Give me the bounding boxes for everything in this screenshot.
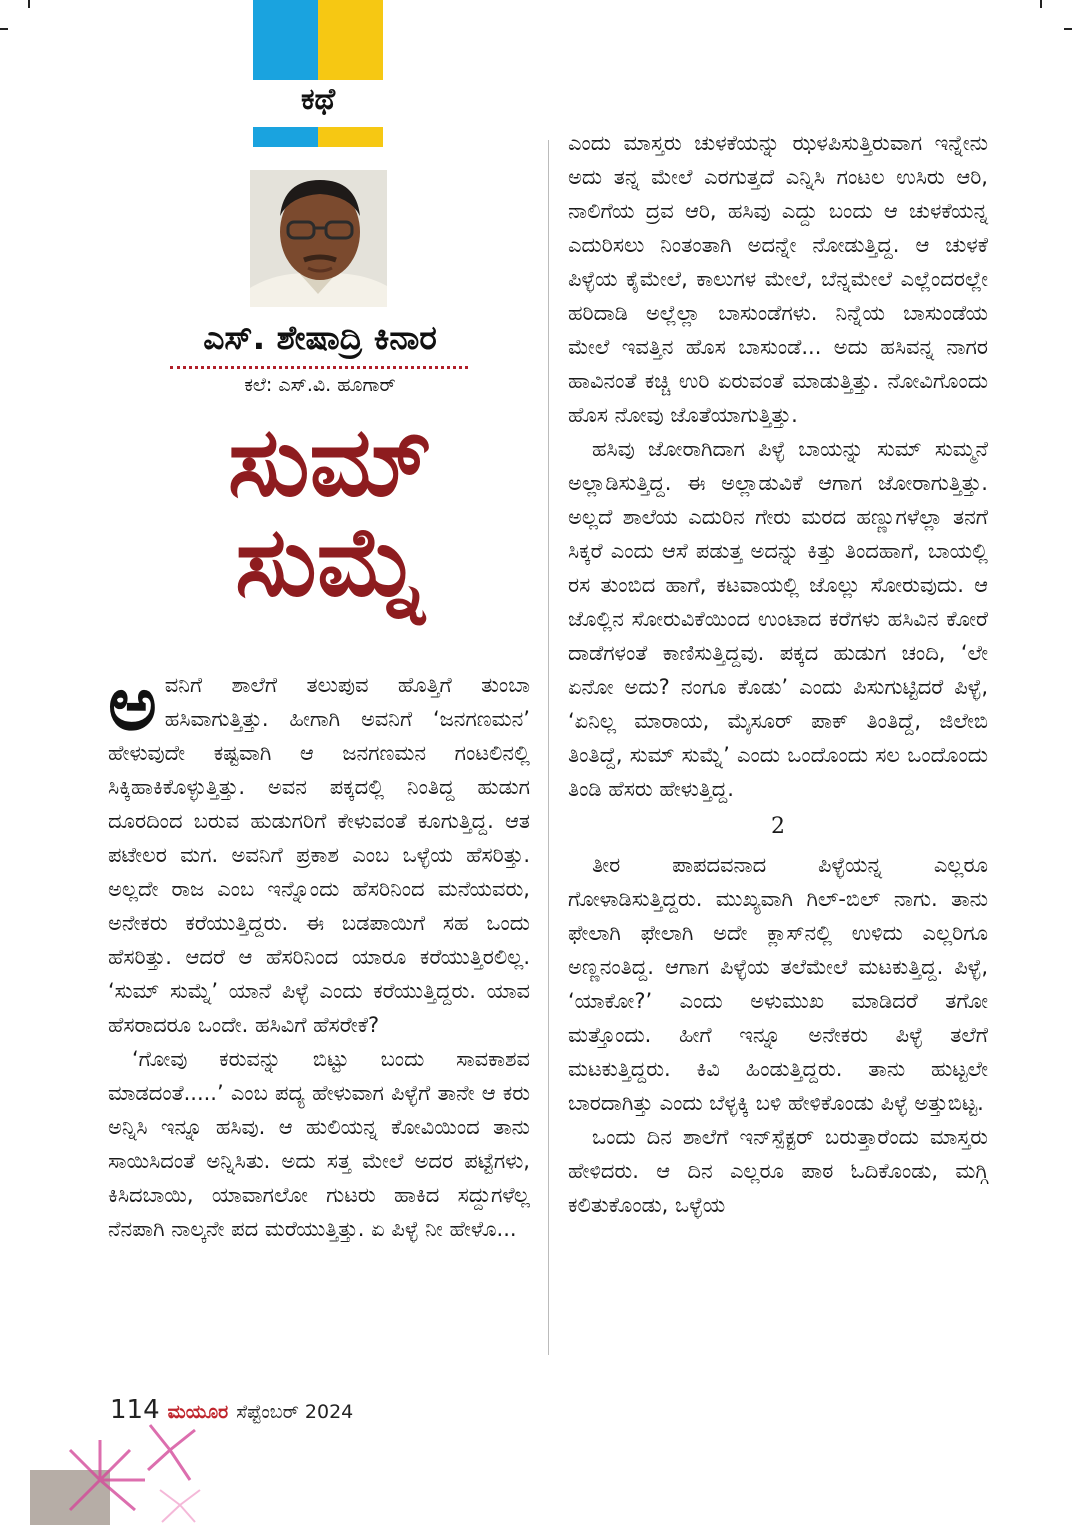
- crop-mark: [1064, 28, 1072, 30]
- blue-swatch: [253, 0, 318, 80]
- blue-swatch: [253, 127, 318, 147]
- drop-cap: ಅ: [108, 661, 157, 747]
- section-number: 2: [771, 814, 785, 839]
- author-portrait: [250, 170, 387, 307]
- section-label: ಕಥೆ: [300, 82, 336, 117]
- header-color-block: [253, 0, 383, 80]
- crop-mark: [28, 0, 30, 8]
- author-name: ಎಸ್‌. ಶೇಷಾದ್ರಿ ಕಿನಾರ: [203, 318, 437, 357]
- crop-mark: [0, 28, 8, 30]
- paragraph: ಹಸಿವು ಜೋರಾಗಿದಾಗ ಪಿಳ್ಳೆ ಬಾಯನ್ನು ಸುಮ್ ಸುಮ್ಮನೆ ಅಲ್ಲಾಡಿಸುತ್ತಿದ್ದ. ಈ ಅಲ್ಲಾಡುವಿಕೆ ಆಗಾಗ ಜೋರಾಗುತ್ತಿತ್ತು. ಅಲ್ಲದೆ ಶಾಲೆಯ ಎದುರಿನ ಗೇರು ಮರದ ಹಣ್ಣುಗಳೆಲ್ಲಾ ತನಗೆ ಸಿಕ್ಕರೆ ಎಂದು ಆಸೆ ಪಡುತ್ತ ಅದನ್ನು ಕಿತ್ತು ತಿಂದಹಾಗೆ, ಬಾಯಲ್ಲಿ ರಸ ತುಂಬಿದ ಹಾಗೆ, ಕಟವಾಯಲ್ಲಿ ಜೊಲ್ಲು ಸೋರುವುದು. ಆ ಜೊಲ್ಲಿನ ಸೋರುವಿಕೆಯಿಂದ ಉಂಟಾದ ಕರೆಗಳು ಹಸಿವಿನ ಕೋರೆ ದಾಡೆಗಳಂತೆ ಕಾಣಿಸುತ್ತಿದ್ದವು. ಪಕ್ಕದ ಹುಡುಗ ಚಂದಿ, ‘ಲೇ ಏನೋ ಅದು? ನಂಗೂ ಕೊಡು’ ಎಂದು ಪಿಸುಗುಟ್ಟಿದರೆ ಪಿಳ್ಳೆ, ‘ಏನಿಲ್ಲ ಮಾರಾಯ, ಮೈಸೂರ್ ಪಾಕ್ ತಿಂತಿದ್ದೆ, ಜಿಲೇಬಿ ತಿಂತಿದ್ದೆ, ಸುಮ್ ಸುಮ್ನೆ’ ಎಂದು ಒಂದೊಂದು ಸಲ ಒಂದೊಂದು ತಿಂಡಿ ಹೆಸರು ಹೇಳುತ್ತಿದ್ದ.: [568, 437, 988, 801]
- author-portrait-illustration: [250, 170, 387, 307]
- art-credit: ಕಲೆ: ಎಸ್‌.ವಿ. ಹೂಗಾರ್: [244, 374, 396, 396]
- paragraph: ತೀರ ಪಾಪದವನಾದ ಪಿಳ್ಳೆಯನ್ನ ಎಲ್ಲರೂ ಗೋಳಾಡಿಸುತ್ತಿದ್ದರು. ಮುಖ್ಯವಾಗಿ ಗಿಲ್-ಬಿಲ್ ನಾಗು. ತಾನು ಫೇಲಾಗಿ ಫೇಲಾಗಿ ಅದೇ ಕ್ಲಾಸ್‌ನಲ್ಲಿ ಉಳಿದು ಎಲ್ಲರಿಗೂ ಅಣ್ಣನಂತಿದ್ದ. ಆಗಾಗ ಪಿಳ್ಳೆಯ ತಲೆಮೇಲೆ ಮಟಕುತ್ತಿದ್ದ. ಪಿಳ್ಳೆ, ‘ಯಾಕೋ?’ ಎಂದು ಅಳುಮುಖ ಮಾಡಿದರೆ ತಗೋ ಮತ್ತೊಂದು. ಹೀಗೆ ಇನ್ನೂ ಅನೇಕರು ಪಿಳ್ಳೆ ತಲೆಗೆ ಮಟಕುತ್ತಿದ್ದರು. ಕಿವಿ ಹಿಂಡುತ್ತಿದ್ದರು. ತಾನು ಹುಟ್ಟಲೇ ಬಾರದಾಗಿತ್ತು ಎಂದು ಬೆಳ್ಳಕ್ಕಿ ಬಳಿ ಹೇಳಿಕೊಂಡು ಪಿಳ್ಳೆ ಅತ್ತುಬಿಟ್ಟ.: [568, 853, 988, 1115]
- story-title-line2: ಸುಮ್ನೆ: [235, 506, 425, 618]
- paragraph: ಒಂದು ದಿನ ಶಾಲೆಗೆ ಇನ್‌ಸ್ಪೆಕ್ಟರ್ ಬರುತ್ತಾರೆಂದು ಮಾಸ್ತರು ಹೇಳಿದರು. ಆ ದಿನ ಎಲ್ಲರೂ ಪಾಠ ಓದಿಕೊಂಡು, ಮಗ್ಗಿ ಕಲಿತುಕೊಂಡು, ಒಳ್ಳೆಯ: [568, 1125, 988, 1217]
- issue-date: ಸೆಪ್ಟೆಂಬರ್ 2024: [236, 1401, 354, 1423]
- paragraph: ಎಂದು ಮಾಸ್ತರು ಚುಳಕೆಯನ್ನು ಝಳಪಿಸುತ್ತಿರುವಾಗ ಇನ್ನೇನು ಅದು ತನ್ನ ಮೇಲೆ ಎರಗುತ್ತದೆ ಎನ್ನಿಸಿ ಗಂಟಲ ಉಸಿರು ಆರಿ, ನಾಲಿಗೆಯ ದ್ರವ ಆರಿ, ಹಸಿವು ಎದ್ದು ಬಂದು ಆ ಚುಳಕೆಯನ್ನ ಎದುರಿಸಲು ನಿಂತಂತಾಗಿ ಅದನ್ನೇ ನೋಡುತ್ತಿದ್ದ. ಆ ಚುಳಕೆ ಪಿಳ್ಳೆಯ ಕೈಮೇಲೆ, ಕಾಲುಗಳ ಮೇಲೆ, ಬೆನ್ನಮೇಲೆ ಎಲ್ಲೆಂದರಲ್ಲೇ ಹರಿದಾಡಿ ಅಲ್ಲೆಲ್ಲಾ ಬಾಸುಂಡೆಗಳು. ನಿನ್ನೆಯ ಬಾಸುಂಡೆಯ ಮೇಲೆ ಇವತ್ತಿನ ಹೊಸ ಬಾಸುಂಡೆ... ಅದು ಹಸಿವನ್ನ ನಾಗರ ಹಾವಿನಂತೆ ಕಚ್ಚಿ ಉರಿ ಏರುವಂತೆ ಮಾಡುತ್ತಿತ್ತು. ನೋವಿಗೊಂದು ಹೊಸ ನೋವು ಜೊತೆಯಾಗುತ್ತಿತ್ತು.: [568, 131, 988, 427]
- left-column: [108, 661, 530, 1246]
- page-footer: [110, 1395, 353, 1431]
- page-number: 114: [110, 1395, 160, 1425]
- magazine-name: ಮಯೂರ: [167, 1401, 229, 1423]
- right-column: [568, 126, 988, 1222]
- story-title-line1: ಸುಮ್: [228, 406, 432, 518]
- column-divider: [548, 140, 549, 1355]
- story-title: [170, 406, 490, 618]
- paragraph: ‘ಗೋವು ಕರುವನ್ನು ಬಿಟ್ಟು ಬಂದು ಸಾವಕಾಶವ ಮಾಡದಂತೆ.....’ ಎಂಬ ಪದ್ಯ ಹೇಳುವಾಗ ಪಿಳ್ಳೆಗೆ ತಾನೇ ಆ ಕರು ಅನ್ನಿಸಿ ಇನ್ನೂ ಹಸಿವು. ಆ ಹುಲಿಯನ್ನ ಕೋವಿಯಿಂದ ತಾನು ಸಾಯಿಸಿದಂತೆ ಅನ್ನಿಸಿತು. ಅದು ಸತ್ತ ಮೇಲೆ ಅದರ ಪಟ್ಟೆಗಳು, ಕಿಸಿದಬಾಯಿ, ಯಾವಾಗಲೋ ಗುಟರು ಹಾಕಿದ ಸದ್ದುಗಳೆಲ್ಲ ನೆನಪಾಗಿ ನಾಲ್ಕನೇ ಪದ ಮರೆಯುತ್ತಿತ್ತು. ಏ ಪಿಳ್ಳೆ ನೀ ಹೇಳೊ...: [108, 1047, 530, 1241]
- yellow-swatch: [318, 127, 383, 147]
- dotted-divider: [170, 366, 468, 369]
- crop-mark: [1040, 0, 1042, 8]
- yellow-swatch: [318, 0, 383, 80]
- paragraph: [108, 661, 530, 1042]
- header-color-strip: [253, 127, 383, 147]
- paragraph-text: ವನಿಗೆ ಶಾಲೆಗೆ ತಲುಪುವ ಹೊತ್ತಿಗೆ ತುಂಬಾ ಹಸಿವಾಗುತ್ತಿತ್ತು. ಹೀಗಾಗಿ ಅವನಿಗೆ ‘ಜನಗಣಮನ’ ಹೇಳುವುದೇ ಕಷ್ಟವಾಗಿ ಆ ಜನಗಣಮನ ಗಂಟಲಿನಲ್ಲಿ ಸಿಕ್ಕಿಹಾಕಿಕೊಳ್ಳುತ್ತಿತ್ತು. ಅವನ ಪಕ್ಕದಲ್ಲಿ ನಿಂತಿದ್ದ ಹುಡುಗ ದೂರದಿಂದ ಬರುವ ಹುಡುಗರಿಗೆ ಕೇಳುವಂತೆ ಕೂಗುತ್ತಿದ್ದ. ಆತ ಪಟೇಲರ ಮಗ. ಅವನಿಗೆ ಪ್ರಕಾಶ ಎಂಬ ಒಳ್ಳೆಯ ಹೆಸರಿತ್ತು. ಅಲ್ಲದೇ ರಾಜ ಎಂಬ ಇನ್ನೊಂದು ಹೆಸರಿನಿಂದ ಮನೆಯವರು, ಅನೇಕರು ಕರೆಯುತ್ತಿದ್ದರು. ಈ ಬಡಪಾಯಿಗೆ ಸಹ ಒಂದು ಹೆಸರಿತ್ತು. ಆದರೆ ಆ ಹೆಸರಿನಿಂದ ಯಾರೂ ಕರೆಯುತ್ತಿರಲಿಲ್ಲ. ‘ಸುಮ್ ಸುಮ್ನೆ’ ಯಾನೆ ಪಿಳ್ಳೆ ಎಂದು ಕರೆಯುತ್ತಿದ್ದರು. ಯಾವ ಹೆಸರಾದರೂ ಒಂದೇ. ಹಸಿವಿಗೆ ಹೆಸರೇಕೆ?: [108, 673, 530, 1037]
